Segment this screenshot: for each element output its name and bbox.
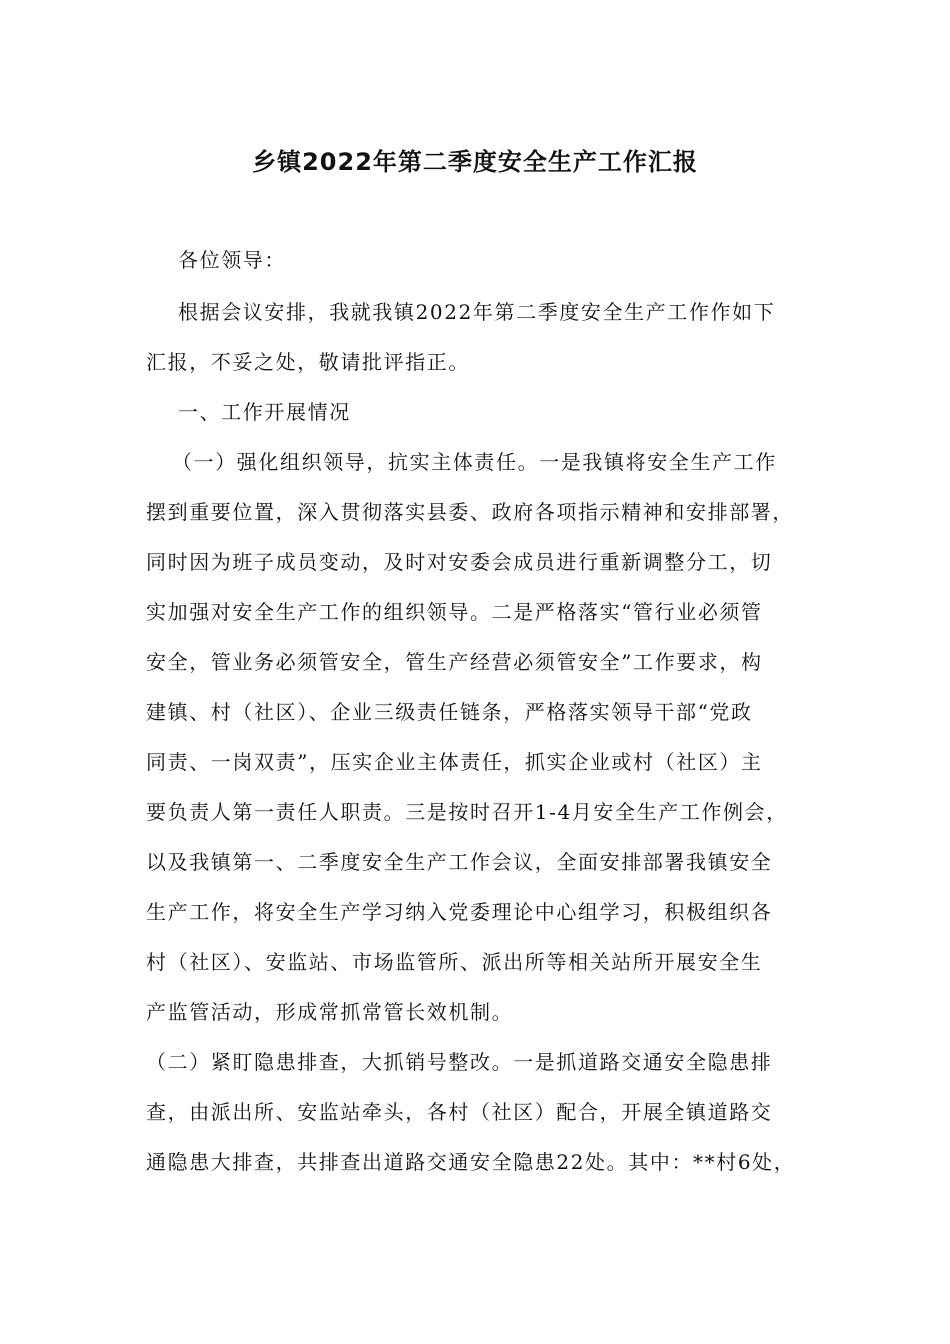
paragraph-line: 同责、一岗双责”，压实企业主体责任，抓实企业或村（社区）主 (146, 750, 763, 774)
paragraph-line: 摆到重要位置，深入贯彻落实县委、政府各项指示精神和安排部署， (146, 500, 794, 524)
paragraph-line: 同时因为班子成员变动，及时对安委会成员进行重新调整分工，切 (146, 550, 773, 574)
paragraph-line: 安全，管业务必须管安全，管生产经营必须管安全”工作要求，构 (146, 650, 763, 674)
paragraph-line: 汇报，不妥之处，敬请批评指正。 (146, 350, 470, 374)
paragraph-line: 要负责人第一责任人职责。三是按时召开1-4月安全生产工作例会， (146, 800, 788, 824)
paragraph-line: 实加强对安全生产工作的组织领导。二是严格落实“管行业必须管 (146, 600, 763, 624)
section-heading: 一、工作开展情况 (178, 400, 351, 424)
paragraph-line: 根据会议安排，我就我镇2022年第二季度安全生产工作作如下 (178, 300, 776, 324)
paragraph-line: 村（社区）、安监站、市场监管所、派出所等相关站所开展安全生 (146, 950, 763, 974)
paragraph-line: 建镇、村（社区）、企业三级责任链条，严格落实领导干部“党政 (146, 700, 753, 724)
salutation: 各位领导： (178, 248, 286, 272)
paragraph-line: 以及我镇第一、二季度安全生产工作会议，全面安排部署我镇安全 (146, 850, 773, 874)
paragraph-line: （二）紧盯隐患排查，大抓销号整改。一是抓道路交通安全隐患排 (146, 1050, 773, 1074)
paragraph-line: 查，由派出所、安监站牵头，各村（社区）配合，开展全镇道路交 (146, 1100, 773, 1124)
paragraph-line: 产监管活动，形成常抓常管长效机制。 (146, 1000, 514, 1024)
paragraph-line: 通隐患大排查，共排查出道路交通安全隐患22处。其中：**村6处， (146, 1150, 796, 1174)
document-title: 乡镇2022年第二季度安全生产工作汇报 (252, 148, 698, 176)
paragraph-line: 生产工作，将安全生产学习纳入党委理论中心组学习，积极组织各 (146, 900, 773, 924)
paragraph-line: （一）强化组织领导，抗实主体责任。一是我镇将安全生产工作 (172, 450, 777, 474)
